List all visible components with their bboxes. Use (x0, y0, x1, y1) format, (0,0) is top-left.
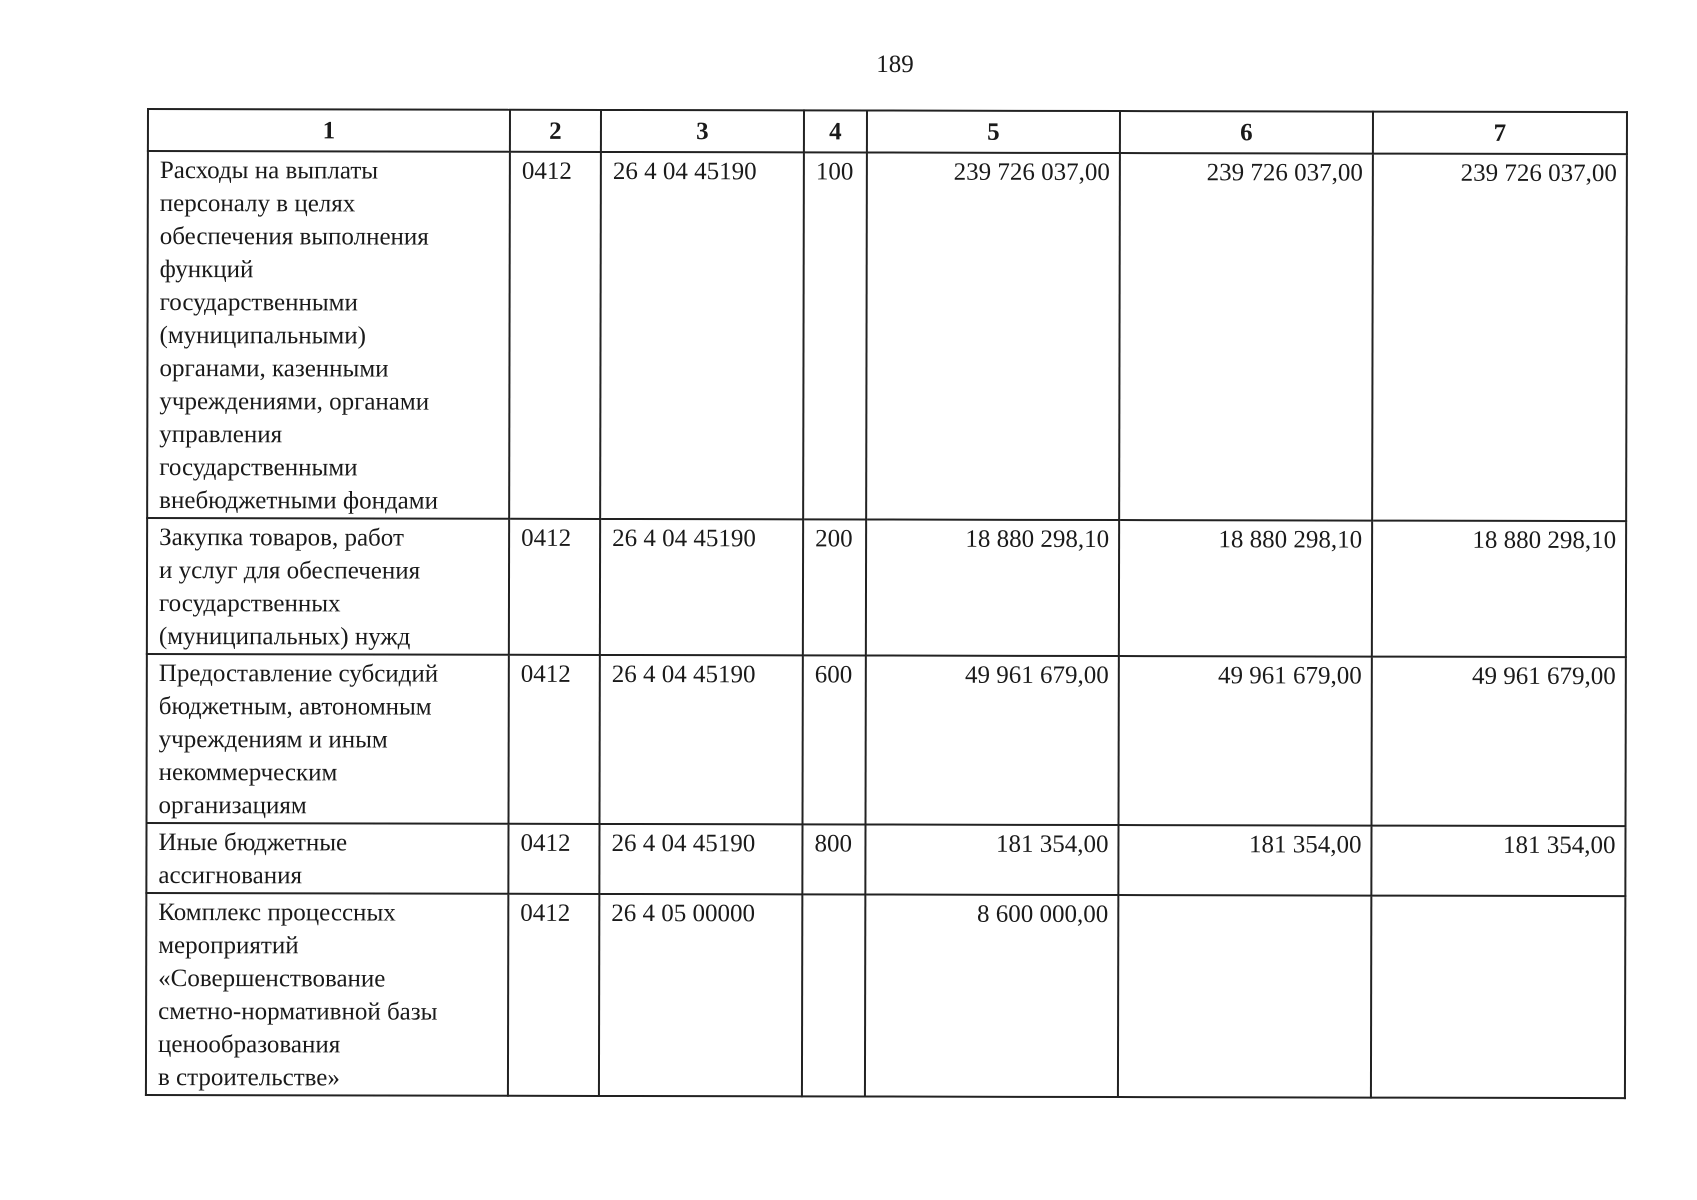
target-article-cell: 26 4 04 45190 (600, 519, 803, 655)
expense-name-line: органами, казенными (159, 355, 389, 383)
expense-name-line: Закупка товаров, работ (159, 524, 404, 552)
table-row (146, 893, 1625, 1098)
expense-name-line: (муниципальными) (159, 322, 366, 350)
target-article-cell: 26 4 05 00000 (599, 894, 802, 1096)
expense-type-cell (802, 894, 865, 1096)
amount-col6-cell: 239 726 037,00 (1119, 153, 1373, 521)
expense-name-line: (муниципальных) нужд (158, 623, 411, 651)
expense-name-line: обеспечения выполнения (159, 223, 429, 251)
expense-name-line: некоммерческим (158, 759, 338, 787)
expense-name-line: ассигнования (158, 862, 303, 890)
expense-name-line: государственных (158, 590, 341, 618)
column-header: 6 (1120, 111, 1373, 154)
table-row (146, 823, 1625, 896)
expense-name-cell (146, 893, 508, 1096)
amount-col7-cell (1371, 896, 1625, 1099)
table-body (146, 151, 1627, 1098)
expense-name-line: учреждениям и иным (158, 726, 388, 754)
table-row (147, 654, 1626, 826)
expense-type-cell: 100 (803, 152, 867, 519)
expense-type-cell: 200 (803, 519, 866, 655)
expense-type-cell: 800 (802, 824, 865, 894)
column-header: 5 (867, 111, 1120, 154)
amount-col5-cell: 49 961 679,00 (866, 656, 1119, 826)
column-header: 1 (148, 109, 510, 152)
amount-col7-cell: 239 726 037,00 (1372, 154, 1627, 522)
target-article-cell: 26 4 04 45190 (600, 655, 803, 824)
expense-name-line: ценообразования (158, 1031, 341, 1059)
expense-name-line: сметно-нормативной базы (158, 998, 438, 1026)
section-code-cell: 0412 (509, 152, 601, 519)
column-header: 4 (804, 110, 867, 152)
column-header: 7 (1373, 112, 1627, 155)
amount-col6-cell (1118, 895, 1371, 1098)
expense-name-cell (147, 518, 509, 655)
section-code-cell: 0412 (509, 655, 600, 824)
amount-col5-cell: 8 600 000,00 (865, 895, 1118, 1098)
page-number: 189 (876, 51, 914, 78)
table-row (147, 518, 1626, 657)
amount-col5-cell: 181 354,00 (865, 825, 1118, 896)
table-header-row (148, 109, 1627, 154)
table-row (147, 151, 1627, 521)
amount-col7-cell: 181 354,00 (1371, 826, 1625, 897)
expense-name-line: и услуг для обеспечения (159, 557, 421, 585)
expense-name-line: управления (159, 421, 283, 449)
column-header: 2 (510, 110, 601, 152)
expense-name-line: организациям (158, 792, 307, 820)
expense-name-cell (146, 823, 508, 894)
target-article-cell: 26 4 04 45190 (599, 824, 802, 894)
expense-name-line: государственными (159, 289, 358, 317)
expense-name-line: Предоставление субсидий (158, 660, 439, 688)
expense-name-line: мероприятий (158, 932, 299, 960)
amount-col7-cell: 18 880 298,10 (1372, 521, 1626, 658)
expense-name-line: государственными (159, 454, 358, 482)
section-code-cell: 0412 (509, 519, 600, 655)
expense-name-line: функций (159, 256, 254, 284)
expense-name-line: в строительстве» (157, 1064, 340, 1092)
amount-col6-cell: 18 880 298,10 (1119, 520, 1372, 657)
expense-name-cell (147, 654, 509, 824)
expense-type-cell: 600 (803, 655, 866, 824)
column-header: 3 (601, 110, 804, 152)
expense-name-line: Комплекс процессных (158, 899, 396, 927)
amount-col5-cell: 18 880 298,10 (866, 520, 1119, 657)
expense-name-line: Расходы на выплаты (159, 157, 379, 185)
expense-name-line: «Совершенствование (158, 965, 386, 993)
expense-name-line: персоналу в целях (159, 190, 356, 218)
expense-name-line: внебюджетными фондами (159, 487, 439, 515)
expense-name-cell (147, 151, 510, 519)
amount-col6-cell: 49 961 679,00 (1119, 656, 1372, 826)
amount-col7-cell: 49 961 679,00 (1371, 657, 1625, 827)
target-article-cell: 26 4 04 45190 (600, 152, 804, 519)
budget-table (145, 108, 1628, 1099)
expense-name-line: учреждениями, органами (159, 388, 430, 416)
section-code-cell: 0412 (508, 824, 599, 894)
amount-col5-cell: 239 726 037,00 (866, 153, 1120, 521)
expense-name-line: бюджетным, автономным (158, 693, 432, 721)
amount-col6-cell: 181 354,00 (1118, 825, 1371, 896)
expense-name-line: Иные бюджетные (158, 829, 348, 857)
section-code-cell: 0412 (508, 894, 599, 1096)
